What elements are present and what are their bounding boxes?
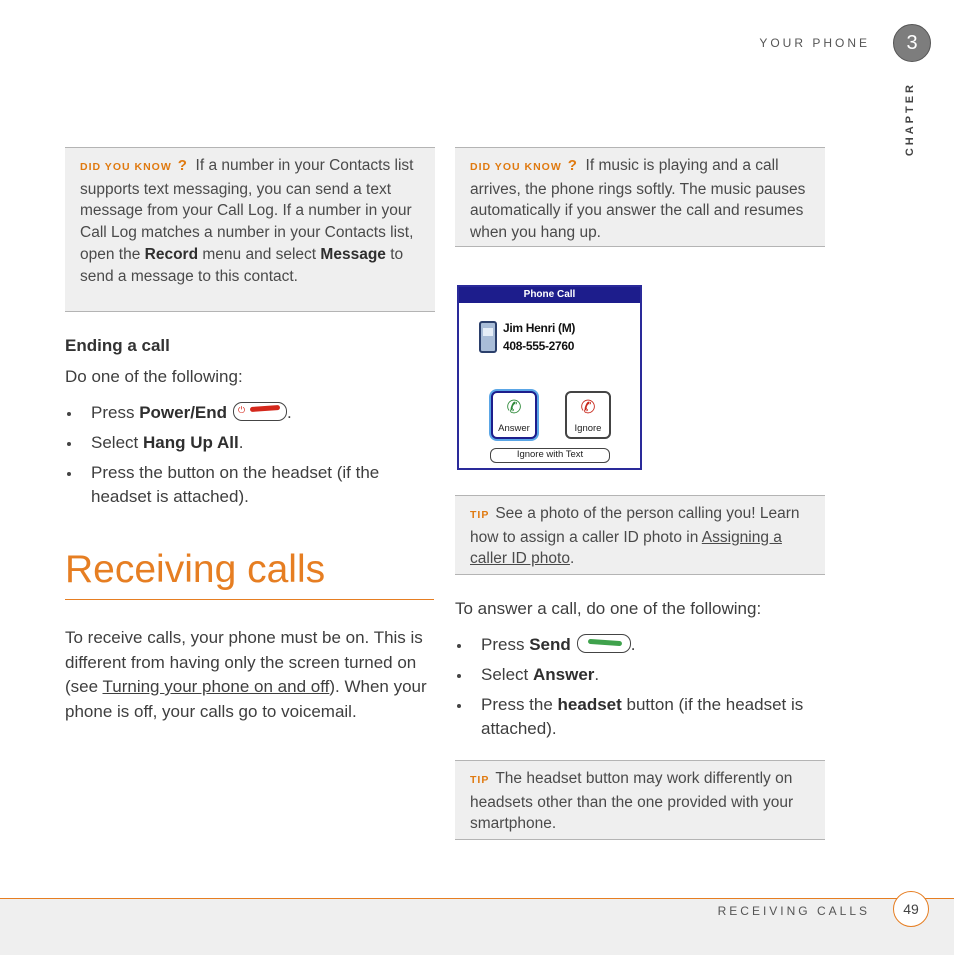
item-text: Press the button on the headset (if the headset is attached). [91,463,380,506]
note-text: If a number in your Contacts list supports text messaging, you can send a text message from your Call Log. If a number in your Call Log matches a number in your Contacts list, open the [80,157,414,263]
tip-note-caller-photo [455,495,825,575]
ignore-button[interactable] [565,391,611,439]
did-you-know-label: DID YOU KNOW [470,161,562,173]
power-end-key-icon: ⏻ [233,402,287,421]
record-menu-term: Record [144,245,199,263]
list-item [455,663,825,687]
did-you-know-note-right [455,147,825,247]
list-item [65,401,435,425]
question-mark: ? [567,157,577,174]
paragraph-text: ). When your phone is off, your calls go to voicemail. [65,677,427,721]
send-term: Send [529,635,571,654]
list-item [455,633,825,657]
caller-name: Jim Henri (M) [503,321,576,335]
item-text: . [287,403,292,422]
note-text: menu and select [198,245,321,263]
running-foot: RECEIVING CALLS [717,904,870,918]
ignore-label: Ignore [574,423,602,434]
ending-call-intro: Do one of the following: [65,367,243,386]
item-text: . [238,433,244,452]
ending-call-list [65,401,435,515]
item-text: Press the [481,695,558,714]
section-rule [65,599,434,600]
section-title: Receiving calls [65,548,326,591]
answer-label: Answer [498,423,530,434]
item-text: Select [91,433,143,452]
assigning-caller-id-photo-link[interactable]: Assigning a caller ID photo [470,528,782,568]
note-text: See a photo of the person calling you! Learn how to assign a caller ID photo in [470,505,800,546]
question-mark: ? [177,157,187,174]
item-text: Press [481,635,530,654]
did-you-know-label: DID YOU KNOW [80,161,172,173]
did-you-know-note-left [65,147,435,312]
ending-call-heading: Ending a call [65,336,170,355]
chapter-label: CHAPTER [904,82,916,157]
item-text: button (if the headset is attached). [481,695,804,738]
ignore-with-text-button[interactable]: Ignore with Text [490,448,610,463]
item-text: . [630,635,636,654]
caller-info [503,319,575,355]
answer-button[interactable] [491,391,537,439]
page-number: 49 [893,891,929,927]
phone-call-screenshot [457,285,642,470]
message-term: Message [320,245,386,263]
answer-term: Answer [532,665,595,684]
tip-label: TIP [470,509,490,521]
item-text: Select [481,665,533,684]
answer-call-list [455,633,825,747]
note-text: to send a message to this contact. [80,245,404,285]
power-end-term: Power/End [139,403,228,422]
answer-phone-icon: ✆ [506,397,522,417]
send-key-icon [577,634,631,653]
ignore-phone-icon: ✆ [580,397,596,417]
tip-note-headset [455,760,825,840]
receiving-paragraph [65,626,431,724]
note-text: . [569,550,575,568]
list-item [65,431,435,455]
answer-call-intro: To answer a call, do one of the following: [455,599,762,618]
handset-icon [479,321,497,353]
note-text: If music is playing and a call arrives, the phone rings softly. The music pauses automatically if you answer the call and resumes when you hang up. [470,157,806,242]
item-text: Press [91,403,140,422]
hang-up-all-term: Hang Up All [142,433,239,452]
phone-title-bar: Phone Call [459,287,640,303]
turning-phone-on-off-link[interactable]: Turning your phone on and off [102,677,330,696]
running-head: YOUR PHONE [759,36,870,50]
headset-term: headset [557,695,622,714]
item-text: . [594,665,600,684]
paragraph-text: To receive calls, your phone must be on. This is different from having only the screen turned on (see [65,628,423,696]
note-text: The headset button may work differently on headsets other than the one provided with your smartphone. [470,770,794,833]
caller-number: 408-555-2760 [503,339,575,353]
list-item [65,461,435,509]
chapter-number-badge: 3 [893,24,931,62]
tip-label: TIP [470,774,490,786]
list-item [455,693,825,741]
